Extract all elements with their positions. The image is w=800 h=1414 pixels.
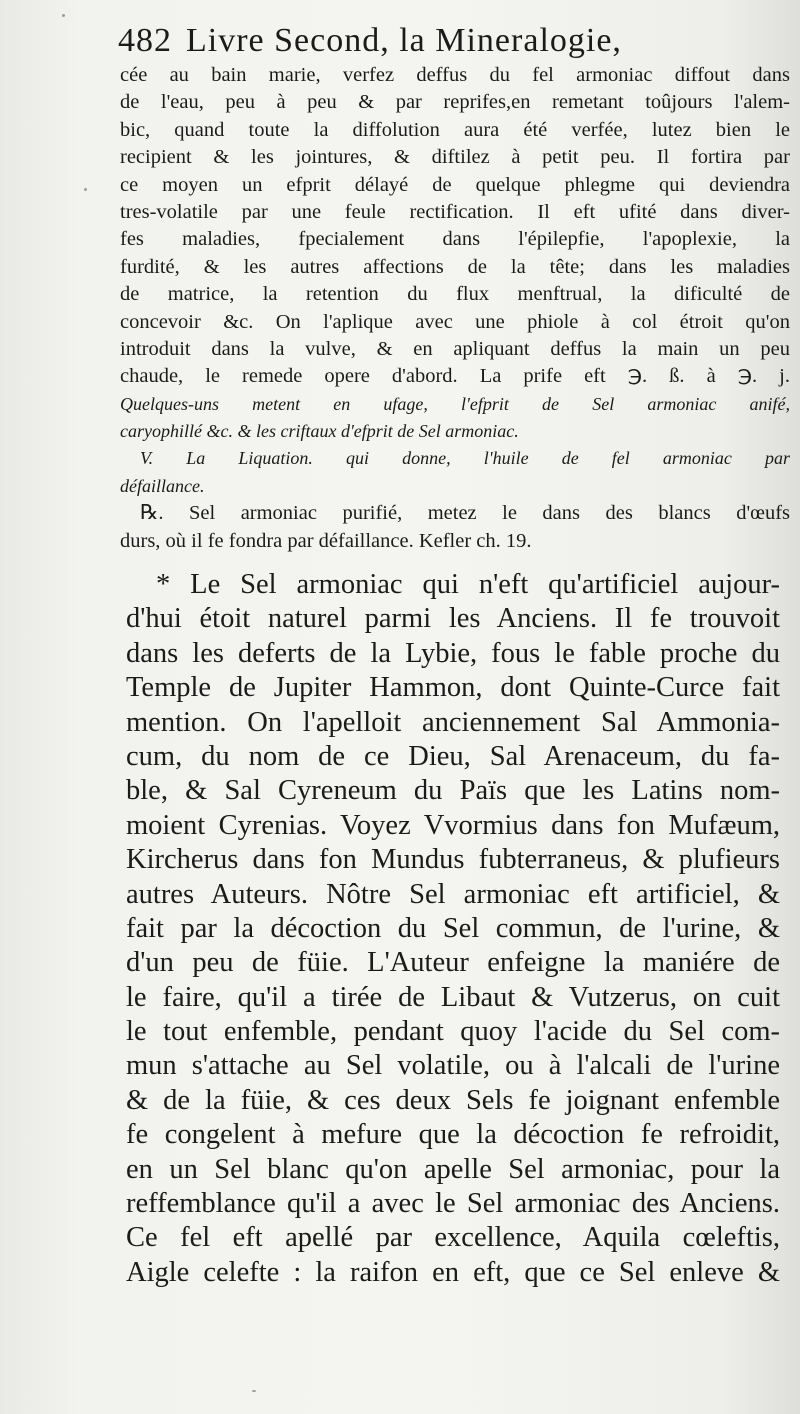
note-line: ble, & Sal Cyreneum du Païs que les Latins nom- — [126, 775, 780, 807]
recipe-body: ℞. Sel armoniac purifié, metez le dans des blancs d'œufs — [140, 502, 790, 525]
note-line: * Le Sel armoniac qui n'eft qu'artificiel aujour- — [156, 569, 780, 600]
note-line: fe congelent à mefure que la décoction fe refroidit, — [126, 1119, 780, 1151]
note-line: Ce fel eft apellé par excellence, Aquila cœleftis, — [126, 1222, 780, 1254]
text-line: recipient & les jointures, & diftilez à petit peu. Il fortira par — [120, 146, 790, 169]
note-line: moient Cyrenias. Voyez Vvormius dans fon Mufæum, — [126, 809, 780, 841]
running-title: Livre Second, la Mineralogie, — [186, 22, 622, 59]
note-line: Temple de Jupiter Hammon, dont Quinte-Curce fait — [126, 672, 780, 704]
note-line: d'hui étoit naturel parmi les Anciens. Il fe trouvoit — [126, 603, 780, 635]
recipe-heading: V. La Liquation. qui donne, l'huile de fel armoniac par — [140, 448, 790, 469]
text-line: fes maladies, fpecialement dans l'épilepfie, l'apoplexie, la — [120, 228, 790, 251]
text-line: concevoir &c. On l'aplique avec une phiole à col étroit qu'on — [120, 310, 790, 333]
italic-line: Quelques-uns metent en ufage, l'efprit de Sel armoniac anifé, — [120, 393, 790, 414]
recipe-text-block — [120, 62, 790, 555]
paper-speck — [84, 188, 87, 191]
text-line: furdité, & les autres affections de la tête; dans les maladies — [120, 255, 790, 278]
note-line: & de la füie, & ces deux Sels fe joignant enfemble — [126, 1084, 780, 1116]
italic-line: caryophillé &c. & les criftaux d'efprit de Sel armoniac. — [120, 421, 519, 442]
page-number: 482 — [118, 22, 172, 59]
note-line: en un Sel blanc qu'on apelle Sel armoniac, pour la — [126, 1153, 780, 1185]
note-line: d'un peu de füie. L'Auteur enfeigne la maniére de — [126, 947, 780, 979]
editor-note-block — [126, 568, 780, 1290]
text-line: tres-volatile par une feule rectification. Il eft ufité dans diver- — [120, 200, 790, 223]
recipe-heading: défaillance. — [120, 475, 205, 496]
note-line: le tout enfemble, pendant quoy l'acide du Sel com- — [126, 1016, 780, 1048]
note-line: mun s'attache au Sel volatile, ou à l'alcali de l'urine — [126, 1050, 780, 1082]
text-line: chaude, le remede opere d'abord. La prife eft ℈. ß. à ℈. j. — [120, 365, 790, 388]
note-line: dans les deferts de la Lybie, fous le fable proche du — [126, 637, 780, 669]
note-line: Aigle celefte : la raifon en eft, que ce Sel enleve & — [126, 1256, 780, 1288]
note-line: le faire, qu'il a tirée de Libaut & Vutzerus, on cuit — [126, 981, 780, 1013]
note-line: autres Auteurs. Nôtre Sel armoniac eft artificiel, & — [126, 878, 780, 910]
text-line: de matrice, la retention du flux menftrual, la dificulté de — [120, 283, 790, 306]
paper-speck — [62, 14, 65, 17]
note-line: mention. On l'apelloit anciennement Sal Ammonia- — [126, 706, 780, 738]
text-line: introduit dans la vulve, & en apliquant deffus la main un peu — [120, 337, 790, 360]
text-line: de l'eau, peu à peu & par reprifes,en remetant toûjours l'alem- — [120, 91, 790, 114]
text-line: ce moyen un efprit délayé de quelque phlegme qui deviendra — [120, 173, 790, 196]
note-line: fait par la décoction du Sel commun, de l'urine, & — [126, 912, 780, 944]
note-line: cum, du nom de ce Dieu, Sal Arenaceum, du fa- — [126, 740, 780, 772]
text-line: bic, quand toute la diffolution aura été verfée, lutez bien le — [120, 118, 790, 141]
note-line: reffemblance qu'il a avec le Sel armoniac des Anciens. — [126, 1188, 780, 1220]
text-line: cée au bain marie, verfez deffus du fel armoniac diffout dans — [120, 64, 790, 86]
note-line: Kircherus dans fon Mundus fubterraneus, & plufieurs — [126, 844, 780, 876]
recipe-body: durs, où il fe fondra par défaillance. Kefler ch. 19. — [120, 529, 532, 552]
running-head — [118, 22, 778, 60]
paper-speck — [252, 1390, 256, 1392]
